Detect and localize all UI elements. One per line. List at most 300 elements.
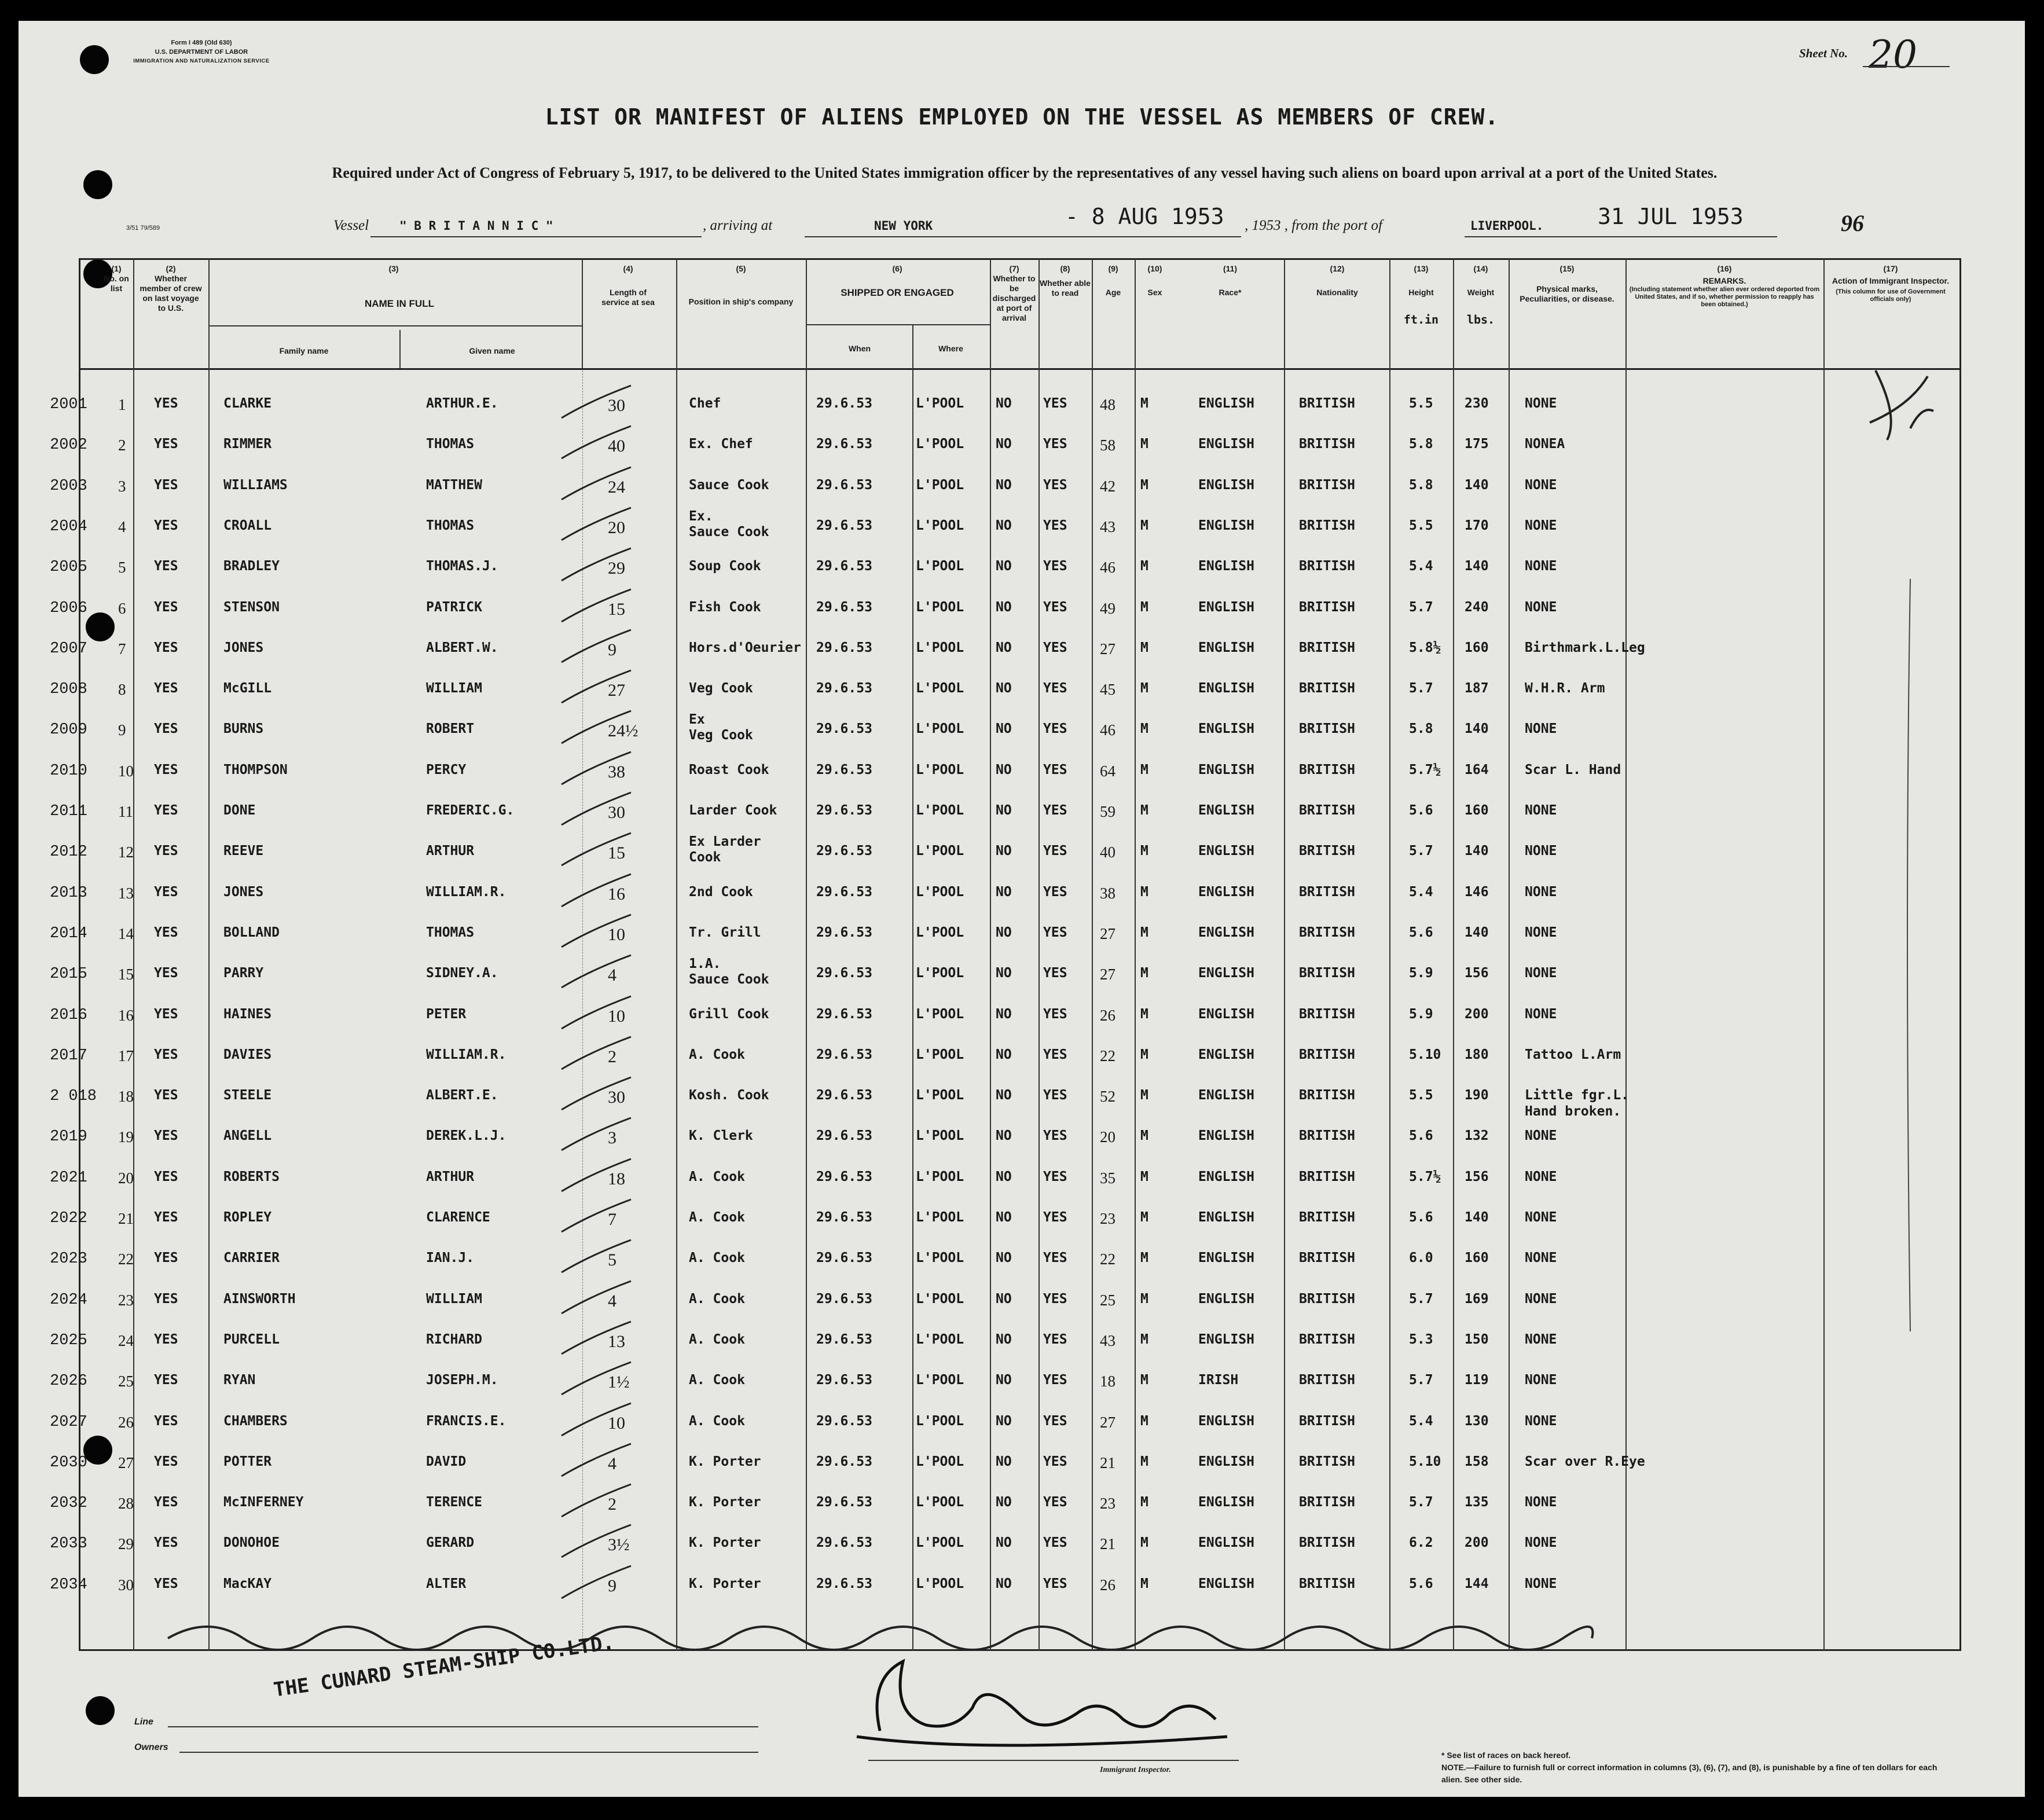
nationality: BRITISH <box>1299 1006 1355 1022</box>
shipped-date: 29.6.53 <box>816 640 872 655</box>
able-to-read: YES <box>1043 843 1067 859</box>
length-of-service: 24 <box>608 477 625 497</box>
column-header: NAME IN FULL <box>365 298 434 309</box>
crew-last-voyage: YES <box>154 924 178 940</box>
race: ENGLISH <box>1198 1210 1254 1225</box>
length-of-service: 13 <box>608 1331 625 1351</box>
shipped-place: L'POOL <box>916 599 964 615</box>
crew-last-voyage: YES <box>154 599 178 615</box>
race: ENGLISH <box>1198 1331 1254 1347</box>
shipped-date: 29.6.53 <box>816 518 872 533</box>
race-note: * See list of races on back hereof. <box>1441 1751 1571 1760</box>
line-rule <box>168 1726 758 1727</box>
sex: M <box>1140 1454 1148 1469</box>
family-name: MacKAY <box>223 1576 272 1591</box>
race: ENGLISH <box>1198 1291 1254 1307</box>
physical-marks: NONE <box>1525 599 1557 615</box>
age: 22 <box>1100 1047 1115 1065</box>
weight: 230 <box>1465 396 1489 411</box>
row-number: 21 <box>118 1210 134 1227</box>
position-in-company: Sauce Cook <box>689 477 769 493</box>
discharged-flag: NO <box>996 1088 1012 1103</box>
age: 27 <box>1100 966 1115 984</box>
able-to-read: YES <box>1043 1128 1067 1144</box>
shipped-date: 29.6.53 <box>816 436 872 452</box>
given-name: ALTER <box>426 1576 467 1591</box>
serial-number: 2015 <box>50 966 87 984</box>
shipped-date: 29.6.53 <box>816 924 872 940</box>
row-number: 17 <box>118 1047 134 1065</box>
serial-number: 2017 <box>50 1047 87 1065</box>
serial-number: 2014 <box>50 924 87 942</box>
position-prefix: Ex. <box>689 508 713 524</box>
height: 5.7½ <box>1409 762 1441 777</box>
length-of-service: 10 <box>608 1006 625 1026</box>
row-number: 26 <box>118 1413 134 1431</box>
age: 64 <box>1100 762 1115 780</box>
discharged-flag: NO <box>996 1291 1012 1307</box>
given-name: TERENCE <box>426 1495 482 1510</box>
age: 46 <box>1100 559 1115 577</box>
race: ENGLISH <box>1198 843 1254 859</box>
column-header: (15) Physical marks, Peculiarities, or disease. <box>1520 264 1614 303</box>
given-name: CLARENCE <box>426 1210 490 1225</box>
given-name: JOSEPH.M. <box>426 1373 498 1388</box>
race: ENGLISH <box>1198 1576 1254 1591</box>
able-to-read: YES <box>1043 721 1067 737</box>
row-number: 15 <box>118 966 134 984</box>
shipped-date: 29.6.53 <box>816 681 872 696</box>
age: 26 <box>1100 1006 1115 1024</box>
sex: M <box>1140 1250 1148 1266</box>
crew-last-voyage: YES <box>154 1576 178 1591</box>
discharged-flag: NO <box>996 1535 1012 1551</box>
shipped-place: L'POOL <box>916 1576 964 1591</box>
sex: M <box>1140 1331 1148 1347</box>
age: 52 <box>1100 1088 1115 1106</box>
race: ENGLISH <box>1198 1128 1254 1144</box>
given-name: ALBERT.W. <box>426 640 498 655</box>
shipped-place: L'POOL <box>916 762 964 777</box>
nationality: BRITISH <box>1299 721 1355 737</box>
column-subheader: Family name <box>279 346 329 355</box>
able-to-read: YES <box>1043 924 1067 940</box>
sex: M <box>1140 1373 1148 1388</box>
length-of-service: 3 <box>608 1128 616 1148</box>
weight: 130 <box>1465 1413 1489 1429</box>
crew-last-voyage: YES <box>154 1535 178 1551</box>
discharged-flag: NO <box>996 1413 1012 1429</box>
family-name: ANGELL <box>223 1128 272 1144</box>
height: 5.4 <box>1409 1413 1433 1429</box>
crew-last-voyage: YES <box>154 518 178 533</box>
shipped-date: 29.6.53 <box>816 1454 872 1469</box>
physical-marks: Scar L. Hand <box>1525 762 1621 777</box>
position-in-company: Soup Cook <box>689 559 761 574</box>
position-in-company: K. Porter <box>689 1535 761 1551</box>
discharged-flag: NO <box>996 762 1012 777</box>
row-number: 20 <box>118 1169 134 1187</box>
discharged-flag: NO <box>996 803 1012 818</box>
row-number: 30 <box>118 1576 134 1594</box>
crew-last-voyage: YES <box>154 843 178 859</box>
physical-marks: Little fgr.L. <box>1525 1088 1630 1103</box>
length-of-service: 4 <box>608 966 616 985</box>
race: ENGLISH <box>1198 884 1254 900</box>
given-name: THOMAS <box>426 436 475 452</box>
sex: M <box>1140 721 1148 737</box>
family-name: PURCELL <box>223 1331 280 1347</box>
height: 5.5 <box>1409 1088 1433 1103</box>
shipped-place: L'POOL <box>916 1250 964 1266</box>
length-of-service: 5 <box>608 1250 616 1270</box>
given-name: ARTHUR <box>426 1169 475 1184</box>
length-of-service: 10 <box>608 924 625 944</box>
physical-marks: NONE <box>1525 477 1557 493</box>
shipped-place: L'POOL <box>916 1535 964 1551</box>
physical-marks: Scar over R.Eye <box>1525 1454 1645 1469</box>
weight: 160 <box>1465 803 1489 818</box>
age: 40 <box>1100 843 1115 861</box>
height: 6.0 <box>1409 1250 1433 1266</box>
given-name: RICHARD <box>426 1331 482 1347</box>
given-name: SIDNEY.A. <box>426 966 498 981</box>
owners-rule <box>179 1752 758 1753</box>
height: 5.6 <box>1409 1128 1433 1144</box>
discharged-flag: NO <box>996 559 1012 574</box>
sex: M <box>1140 1006 1148 1022</box>
weight: 144 <box>1465 1576 1489 1591</box>
height: 5.3 <box>1409 1331 1433 1347</box>
sex: M <box>1140 803 1148 818</box>
nationality: BRITISH <box>1299 966 1355 981</box>
sex: M <box>1140 640 1148 655</box>
age: 59 <box>1100 803 1115 820</box>
nationality: BRITISH <box>1299 1331 1355 1347</box>
physical-marks: NONE <box>1525 1331 1557 1347</box>
family-name: JONES <box>223 640 264 655</box>
shipped-date: 29.6.53 <box>816 1413 872 1429</box>
height: 5.6 <box>1409 803 1433 818</box>
shipped-date: 29.6.53 <box>816 396 872 411</box>
able-to-read: YES <box>1043 1454 1067 1469</box>
physical-marks: NONE <box>1525 559 1557 574</box>
position-prefix: 1.A. <box>689 956 721 972</box>
column-header: (9) Age <box>1105 264 1121 297</box>
length-of-service: 2 <box>608 1047 616 1066</box>
height: 5.7 <box>1409 599 1433 615</box>
age: 38 <box>1100 884 1115 902</box>
height: 5.7 <box>1409 1291 1433 1307</box>
given-name: GERARD <box>426 1535 475 1551</box>
given-name: ALBERT.E. <box>426 1088 498 1103</box>
given-name: PETER <box>426 1006 467 1022</box>
given-name: PATRICK <box>426 599 482 615</box>
column-header: (12) Nationality <box>1316 264 1358 297</box>
position-in-company: K. Porter <box>689 1495 761 1510</box>
height: 5.8 <box>1409 721 1433 737</box>
serial-number: 2016 <box>50 1006 87 1024</box>
shipped-date: 29.6.53 <box>816 762 872 777</box>
given-name: WILLIAM <box>426 1291 482 1307</box>
age: 27 <box>1100 924 1115 942</box>
shipped-date: 29.6.53 <box>816 843 872 859</box>
inspector-signature <box>857 1661 1227 1745</box>
shipped-place: L'POOL <box>916 1495 964 1510</box>
weight: 140 <box>1465 721 1489 737</box>
column-header: (14) Weight lbs. <box>1466 264 1495 326</box>
given-name: THOMAS.J. <box>426 559 498 574</box>
height: 5.10 <box>1409 1454 1441 1469</box>
serial-number: 2025 <box>50 1331 87 1349</box>
crew-last-voyage: YES <box>154 1454 178 1469</box>
sex: M <box>1140 436 1148 452</box>
serial-number: 2005 <box>50 559 87 577</box>
row-number: 23 <box>118 1291 134 1309</box>
position-in-company: Tr. Grill <box>689 924 761 940</box>
position-prefix: Ex Larder <box>689 834 761 850</box>
family-name: DONE <box>223 803 256 818</box>
shipped-date: 29.6.53 <box>816 559 872 574</box>
shipped-place: L'POOL <box>916 843 964 859</box>
nationality: BRITISH <box>1299 1413 1355 1429</box>
row-number: 13 <box>118 884 134 902</box>
race: ENGLISH <box>1198 436 1254 452</box>
length-of-service: 27 <box>608 681 625 700</box>
age: 43 <box>1100 518 1115 535</box>
sex: M <box>1140 1128 1148 1144</box>
able-to-read: YES <box>1043 436 1067 452</box>
discharged-flag: NO <box>996 1169 1012 1184</box>
serial-number: 2008 <box>50 681 87 699</box>
height: 5.7 <box>1409 681 1433 696</box>
column-subheader: Given name <box>469 346 515 355</box>
shipped-place: L'POOL <box>916 559 964 574</box>
position-in-company: Veg Cook <box>689 681 753 696</box>
nationality: BRITISH <box>1299 640 1355 655</box>
sex: M <box>1140 1413 1148 1429</box>
position-in-company: A. Cook <box>689 1291 745 1307</box>
race: ENGLISH <box>1198 924 1254 940</box>
discharged-flag: NO <box>996 1250 1012 1266</box>
row-number: 2 <box>118 436 126 454</box>
age: 49 <box>1100 599 1115 617</box>
crew-last-voyage: YES <box>154 803 178 818</box>
serial-number: 2027 <box>50 1413 87 1431</box>
race: ENGLISH <box>1198 681 1254 696</box>
arriving-label: , arriving at <box>703 218 773 233</box>
shipped-place: L'POOL <box>916 1006 964 1022</box>
race: IRISH <box>1198 1373 1239 1388</box>
sex: M <box>1140 1291 1148 1307</box>
column-header: (7) Whether to be discharged at port of arrival <box>992 264 1036 322</box>
discharged-flag: NO <box>996 1495 1012 1510</box>
crew-last-voyage: YES <box>154 559 178 574</box>
nationality: BRITISH <box>1299 1088 1355 1103</box>
position-in-company: A. Cook <box>689 1169 745 1184</box>
age: 58 <box>1100 436 1115 454</box>
serial-number: 2010 <box>50 762 87 780</box>
serial-number: 2026 <box>50 1373 87 1390</box>
race: ENGLISH <box>1198 599 1254 615</box>
departure-date-stamp: 31 JUL 1953 <box>1598 204 1744 229</box>
given-name: FREDERIC.G. <box>426 803 515 818</box>
physical-marks: NONE <box>1525 1210 1557 1225</box>
sex: M <box>1140 1169 1148 1184</box>
family-name: DAVIES <box>223 1047 272 1062</box>
form-service: IMMIGRATION AND NATURALIZATION SERVICE <box>133 58 270 64</box>
sex: M <box>1140 1088 1148 1103</box>
family-name: RYAN <box>223 1373 256 1388</box>
shipped-place: L'POOL <box>916 1169 964 1184</box>
position-in-company: A. Cook <box>689 1413 745 1429</box>
column-header: (8) Whether able to read <box>1040 264 1091 298</box>
form-department: U.S. DEPARTMENT OF LABOR <box>155 49 248 56</box>
arrival-date-stamp: - 8 AUG 1953 <box>1065 204 1224 229</box>
serial-number: 2023 <box>50 1250 87 1268</box>
able-to-read: YES <box>1043 1088 1067 1103</box>
able-to-read: YES <box>1043 966 1067 981</box>
crew-last-voyage: YES <box>154 681 178 696</box>
discharged-flag: NO <box>996 477 1012 493</box>
race: ENGLISH <box>1198 1413 1254 1429</box>
family-name: JONES <box>223 884 264 900</box>
height: 5.9 <box>1409 1006 1433 1022</box>
race: ENGLISH <box>1198 518 1254 533</box>
row-number: 22 <box>118 1250 134 1268</box>
age: 26 <box>1100 1576 1115 1594</box>
able-to-read: YES <box>1043 1373 1067 1388</box>
able-to-read: YES <box>1043 1006 1067 1022</box>
weight: 160 <box>1465 1250 1489 1266</box>
height: 5.9 <box>1409 966 1433 981</box>
crew-last-voyage: YES <box>154 640 178 655</box>
crew-last-voyage: YES <box>154 1006 178 1022</box>
shipped-place: L'POOL <box>916 721 964 737</box>
weight: 160 <box>1465 640 1489 655</box>
discharged-flag: NO <box>996 843 1012 859</box>
shipped-place: L'POOL <box>916 681 964 696</box>
weight: 135 <box>1465 1495 1489 1510</box>
sex: M <box>1140 518 1148 533</box>
given-name: DEREK.L.J. <box>426 1128 507 1144</box>
crew-last-voyage: YES <box>154 1291 178 1307</box>
age: 27 <box>1100 640 1115 658</box>
position-in-company: Larder Cook <box>689 803 777 818</box>
family-name: BRADLEY <box>223 559 280 574</box>
crew-last-voyage: YES <box>154 1169 178 1184</box>
length-of-service: 7 <box>608 1210 616 1229</box>
weight: 156 <box>1465 966 1489 981</box>
shipped-place: L'POOL <box>916 1454 964 1469</box>
family-name: PARRY <box>223 966 264 981</box>
column-header: (11) Race* <box>1219 264 1242 297</box>
serial-number: 2019 <box>50 1128 87 1146</box>
discharged-flag: NO <box>996 436 1012 452</box>
shipped-place: L'POOL <box>916 1373 964 1388</box>
given-name: WILLIAM <box>426 681 482 696</box>
age: 21 <box>1100 1535 1115 1553</box>
age: 21 <box>1100 1454 1115 1472</box>
family-name: AINSWORTH <box>223 1291 296 1307</box>
height: 5.6 <box>1409 1210 1433 1225</box>
given-name: DAVID <box>426 1454 467 1469</box>
able-to-read: YES <box>1043 477 1067 493</box>
race: ENGLISH <box>1198 477 1254 493</box>
sheet-number-label: Sheet No. <box>1799 46 1848 60</box>
discharged-flag: NO <box>996 1006 1012 1022</box>
weight: 150 <box>1465 1331 1489 1347</box>
serial-number: 2 018 <box>50 1088 97 1106</box>
serial-number: 2033 <box>50 1535 87 1553</box>
height: 5.5 <box>1409 518 1433 533</box>
discharged-flag: NO <box>996 1373 1012 1388</box>
row-number: 1 <box>118 396 126 413</box>
nationality: BRITISH <box>1299 1291 1355 1307</box>
family-name: BOLLAND <box>223 924 280 940</box>
nationality: BRITISH <box>1299 1576 1355 1591</box>
inspector-bracket-line <box>1907 579 1910 1331</box>
crew-last-voyage: YES <box>154 1128 178 1144</box>
family-name: McGILL <box>223 681 272 696</box>
given-name: PERCY <box>426 762 467 777</box>
column-header: (5) Position in ship's company <box>688 264 794 306</box>
document-subtitle: Required under Act of Congress of February 5, 1917, to be delivered to the United States immigration officer by the representatives of any vessel having such aliens on board upon arrival at a port of the United States. <box>332 164 1718 181</box>
race: ENGLISH <box>1198 396 1254 411</box>
height: 5.8 <box>1409 477 1433 493</box>
shipped-date: 29.6.53 <box>816 1128 872 1144</box>
discharged-flag: NO <box>996 599 1012 615</box>
shipped-date: 29.6.53 <box>816 1373 872 1388</box>
family-name: HAINES <box>223 1006 272 1022</box>
race: ENGLISH <box>1198 1088 1254 1103</box>
height: 5.7 <box>1409 1495 1433 1510</box>
shipped-place: L'POOL <box>916 1210 964 1225</box>
able-to-read: YES <box>1043 1576 1067 1591</box>
sex: M <box>1140 1576 1148 1591</box>
shipped-date: 29.6.53 <box>816 721 872 737</box>
age: 48 <box>1100 396 1115 413</box>
family-name: STEELE <box>223 1088 272 1103</box>
length-of-service: 29 <box>608 559 625 578</box>
nationality: BRITISH <box>1299 1169 1355 1184</box>
serial-number: 2006 <box>50 599 87 617</box>
shipped-date: 29.6.53 <box>816 1535 872 1551</box>
nationality: BRITISH <box>1299 1047 1355 1062</box>
race: ENGLISH <box>1198 721 1254 737</box>
position-in-company: Roast Cook <box>689 762 769 777</box>
shipped-date: 29.6.53 <box>816 1576 872 1591</box>
shipped-place: L'POOL <box>916 436 964 452</box>
sex: M <box>1140 1535 1148 1551</box>
family-name: WILLIAMS <box>223 477 288 493</box>
shipped-date: 29.6.53 <box>816 1006 872 1022</box>
nationality: BRITISH <box>1299 1210 1355 1225</box>
weight: 140 <box>1465 843 1489 859</box>
length-of-service: 9 <box>608 1576 616 1595</box>
shipped-place: L'POOL <box>916 1128 964 1144</box>
nationality: BRITISH <box>1299 843 1355 859</box>
family-name: STENSON <box>223 599 280 615</box>
race: ENGLISH <box>1198 803 1254 818</box>
serial-number: 2004 <box>50 518 87 535</box>
shipped-place: L'POOL <box>916 396 964 411</box>
length-of-service: 40 <box>608 436 625 456</box>
shipped-place: L'POOL <box>916 640 964 655</box>
sex: M <box>1140 477 1148 493</box>
position-title: Veg Cook <box>689 728 753 743</box>
height: 5.8½ <box>1409 640 1441 655</box>
